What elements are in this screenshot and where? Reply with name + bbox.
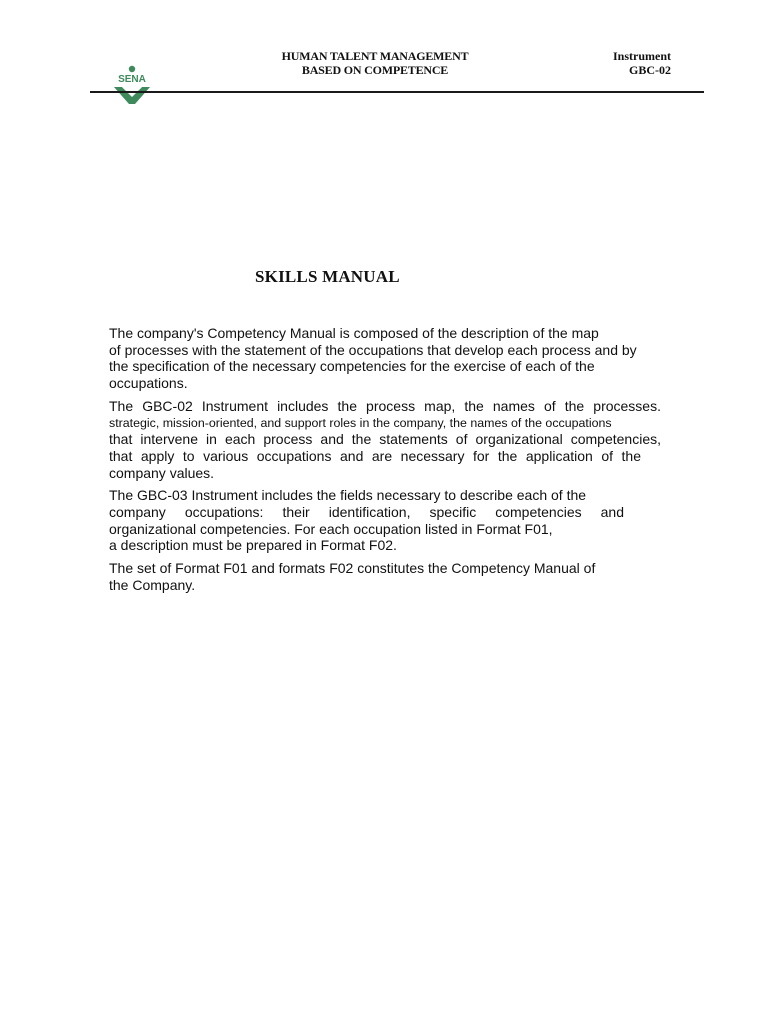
sena-logo-icon: [110, 64, 154, 106]
paragraph-line: strategic, mission-oriented, and support roles in the company, the names of the occupations: [109, 415, 612, 430]
paragraph-line: The set of Format F01 and formats F02 constitutes the Competency Manual of: [109, 560, 596, 577]
paragraph-line: occupations.: [109, 375, 188, 392]
header-doc-info: [613, 49, 671, 77]
paragraph-1: [109, 325, 675, 392]
paragraph-line: the Company.: [109, 576, 196, 593]
header-title: [260, 49, 490, 77]
logo-text: SENA: [118, 74, 146, 85]
doc-code-label: GBC-02: [629, 63, 671, 77]
paragraph-line: that apply to various occupations and are necessary for the application of the: [109, 447, 641, 464]
paragraph-line: The GBC-03 Instrument includes the fields necessary to describe each of the: [109, 487, 587, 504]
paragraph-line: The GBC-02 Instrument includes the process map, the names of the processes.: [109, 397, 661, 414]
paragraph-3: [109, 487, 675, 554]
paragraph-4: [109, 560, 675, 593]
page-title: SKILLS MANUAL: [255, 267, 400, 286]
paragraph-line: company values.: [109, 464, 215, 481]
paragraph-line: of processes with the statement of the occupations that develop each process and by: [109, 341, 637, 358]
paragraph-line: organizational competencies. For each occupation listed in Format F01,: [109, 520, 553, 537]
body-text: [109, 325, 675, 600]
paragraph-line: a description must be prepared in Format F02.: [109, 537, 397, 554]
paragraph-2: [109, 398, 675, 482]
doc-type-label: Instrument: [612, 49, 671, 63]
paragraph-line: The company's Competency Manual is composed of the description of the map: [109, 325, 599, 341]
header-divider: [90, 91, 704, 93]
header-title-line2: BASED ON COMPETENCE: [301, 63, 449, 77]
sena-logo: [110, 64, 154, 106]
header-title-line1: HUMAN TALENT MANAGEMENT: [281, 49, 469, 63]
paragraph-line: company occupations: their identification, specific competencies and: [109, 504, 624, 521]
paragraph-line: that intervene in each process and the statements of organizational competencies,: [109, 431, 661, 448]
paragraph-line: the specification of the necessary competencies for the exercise of each of the: [109, 358, 595, 375]
